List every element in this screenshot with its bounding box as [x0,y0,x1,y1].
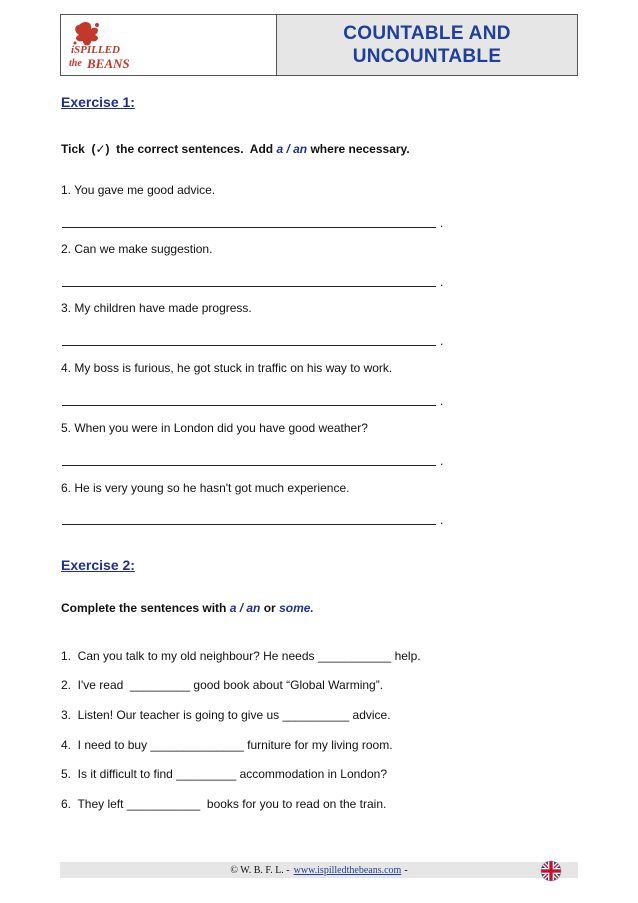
uk-flag-icon [540,860,562,882]
copyright-text: © W. B. F. L. - [230,864,290,876]
instruction-keyword: some. [279,601,314,615]
exercise-2-sentence: 4. I need to buy ______________ furniture for my living room. [61,738,393,752]
instruction-text: Tick (✓) the correct sentences. Add [61,142,277,156]
svg-text:iSPILLED: iSPILLED [71,44,120,56]
ispilledthebeans-logo [67,19,145,73]
line-end-dot: . [440,394,444,408]
line-end-dot: . [440,454,444,468]
answer-line[interactable] [62,286,436,287]
exercise-1-question: 3. My children have made progress. [61,301,252,315]
exercise-2-sentence: 3. Listen! Our teacher is going to give us __________ advice. [61,708,391,722]
website-link[interactable]: www.ispilledthebeans.com [293,864,402,876]
answer-line[interactable] [62,405,436,406]
page-title-line-2: UNCOUNTABLE [352,46,502,67]
answer-line[interactable] [62,465,436,466]
instruction-text: where necessary. [307,142,410,156]
exercise-1-instruction [61,142,410,156]
exercise-1-question: 1. You gave me good advice. [61,183,216,197]
instruction-keyword: a / an [229,601,261,615]
instruction-text: Complete the sentences with [61,601,230,615]
line-end-dot: . [440,275,444,289]
svg-text:BEANS: BEANS [87,56,130,71]
logo-cell [61,15,277,75]
line-end-dot: . [440,216,444,230]
footer-trail: - [404,864,408,876]
exercise-1-question: 5. When you were in London did you have good weather? [61,421,368,435]
exercise-1-question: 6. He is very young so he hasn't got much experience. [61,481,350,495]
exercise-2-sentence: 6. They left ___________ books for you to read on the train. [61,797,387,811]
answer-line[interactable] [62,227,436,228]
instruction-text: or [260,601,280,615]
title-cell [277,15,577,75]
answer-line[interactable] [62,524,436,525]
exercise-2-sentence: 1. Can you talk to my old neighbour? He needs ___________ help. [61,649,421,663]
exercise-2-sentence: 5. Is it difficult to find _________ accommodation in London? [61,767,387,781]
exercise-1-question: 4. My boss is furious, he got stuck in traffic on his way to work. [61,361,393,375]
svg-text:the: the [69,58,82,69]
exercise-2-heading: Exercise 2: [61,557,135,573]
exercise-2-sentence: 2. I've read _________ good book about “Global Warming”. [61,678,384,692]
line-end-dot: . [440,334,444,348]
footer-bar [60,862,578,878]
line-end-dot: . [440,513,444,527]
exercise-1-heading: Exercise 1: [61,94,135,110]
exercise-1-question: 2. Can we make suggestion. [61,242,213,256]
exercise-2-instruction [61,601,314,615]
instruction-keyword: a / an [276,142,308,156]
page-title-line-1: COUNTABLE AND [343,23,511,44]
header-box [60,14,578,76]
answer-line[interactable] [62,345,436,346]
